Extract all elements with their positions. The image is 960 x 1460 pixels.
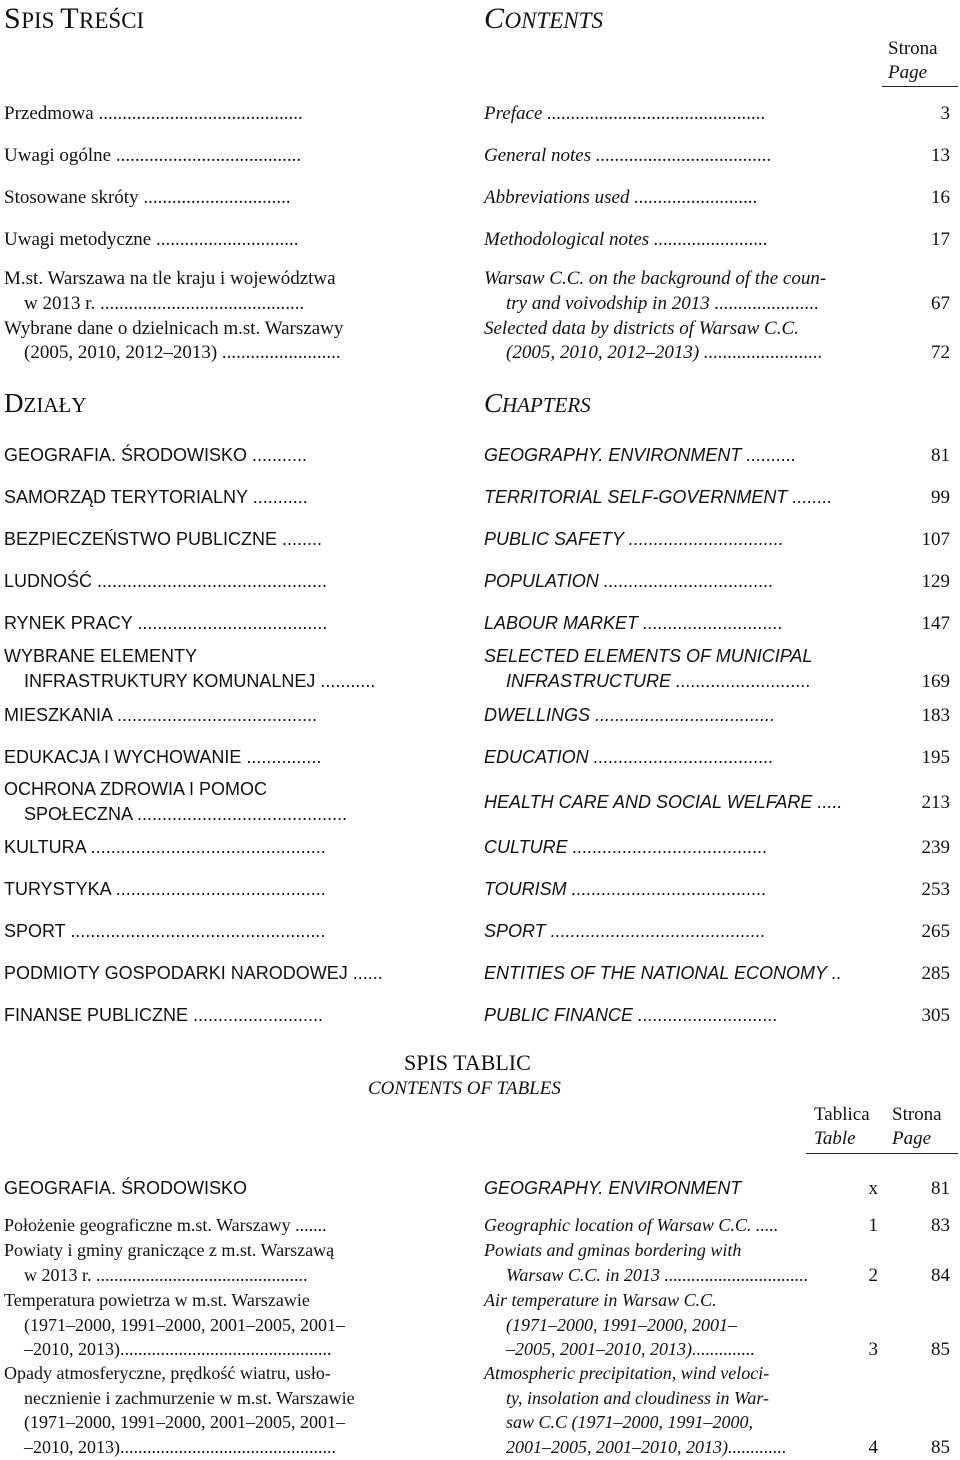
table-number: 2 <box>868 1264 878 1286</box>
chapter-page: 239 <box>921 837 950 858</box>
table-en-line: Geographic location of Warsaw C.C. ..... <box>484 1215 779 1235</box>
chapter-pl: FINANSE PUBLICZNE .......................... <box>4 1005 324 1025</box>
heading-pl-rest2: REŚCI <box>79 8 145 33</box>
chapter-en-line2: INFRASTRUCTURE ........................... <box>506 671 812 691</box>
toc-pl: Uwagi ogólne ....................................... <box>4 145 302 166</box>
chapter-page: 265 <box>921 921 950 942</box>
table-number: 1 <box>868 1215 878 1236</box>
page-col-label-en: Page <box>888 62 928 83</box>
page-col-underline <box>882 86 958 87</box>
tables-col-underline <box>806 1153 958 1154</box>
table-en-line: saw C.C (1971–2000, 1991–2000, <box>506 1412 754 1432</box>
heading-pl-cap2: T <box>60 2 80 35</box>
chapter-en: POPULATION .................................. <box>484 571 774 591</box>
table-page: 85 <box>931 1339 950 1360</box>
chapter-page: 169 <box>921 671 950 692</box>
heading-pl-cap: S <box>4 2 22 35</box>
special-page: 72 <box>931 342 950 363</box>
special-pl-line1: M.st. Warszawa na tle kraju i województwa <box>4 268 336 289</box>
special-pl-line2: (2005, 2010, 2012–2013) ......................... <box>24 342 341 363</box>
table-page: 84 <box>931 1264 950 1286</box>
chapters-heading-pl-rest: ZIAŁY <box>23 393 87 417</box>
chapter-pl: PODMIOTY GOSPODARKI NARODOWEJ ...... <box>4 963 383 983</box>
chapter-pl: LUDNOŚĆ .............................................. <box>4 571 328 591</box>
heading-en-rest: ONTENTS <box>504 8 603 33</box>
toc-en: Methodological notes ........................ <box>484 229 768 250</box>
chapter-pl-line1: WYBRANE ELEMENTY <box>4 646 198 666</box>
table-pl-line: –2010, 2013)................................................ <box>24 1436 336 1457</box>
table-en-line: Warsaw C.C. in 2013 ................................ <box>506 1264 809 1285</box>
chapter-en: EDUCATION .................................... <box>484 747 774 767</box>
chapter-pl: KULTURA ............................................... <box>4 837 326 857</box>
table-pl-line: (1971–2000, 1991–2000, 2001–2005, 2001– <box>24 1412 345 1432</box>
table-number: 3 <box>868 1339 878 1360</box>
page-col-label2-pl: Strona <box>892 1104 942 1125</box>
special-pl-line1: Wybrane dane o dzielnicach m.st. Warszawy <box>4 318 344 339</box>
chapter-page: 305 <box>921 1005 950 1026</box>
chapter-en: DWELLINGS .................................... <box>484 705 776 725</box>
chapters-heading-pl <box>4 388 86 419</box>
table-col-label-pl: Tablica <box>814 1104 870 1125</box>
special-pl-line2: w 2013 r. ........................................... <box>24 293 305 314</box>
chapter-pl-line2: SPOŁECZNA .......................................... <box>24 804 348 824</box>
table-col-label-en: Table <box>814 1128 856 1149</box>
chapter-pl: TURYSTYKA .......................................... <box>4 879 326 899</box>
chapter-en: TERRITORIAL SELF-GOVERNMENT ........ <box>484 487 833 507</box>
chapter-page: 213 <box>921 792 950 813</box>
chapter-pl: EDUKACJA I WYCHOWANIE ............... <box>4 747 322 767</box>
toc-en: Preface .............................................. <box>484 103 766 124</box>
chapter-page: 81 <box>931 445 950 466</box>
chapter-page: 99 <box>931 487 950 508</box>
table-page: 85 <box>931 1436 950 1458</box>
toc-page: 17 <box>931 229 950 250</box>
page-col-label2-en: Page <box>892 1128 932 1149</box>
tables-section-pl: GEOGRAFIA. ŚRODOWISKO <box>4 1178 248 1198</box>
toc-en: Abbreviations used .......................... <box>484 187 758 208</box>
chapters-heading-en-cap: C <box>484 388 503 418</box>
heading-pl <box>4 2 144 36</box>
table-en-line: –2005, 2001–2010, 2013).............. <box>506 1339 755 1359</box>
chapter-pl: RYNEK PRACY ...................................... <box>4 613 328 633</box>
chapter-en: GEOGRAPHY. ENVIRONMENT .......... <box>484 445 797 465</box>
toc-en: General notes ..................................... <box>484 145 772 166</box>
tables-heading-en: CONTENTS OF TABLES <box>368 1078 561 1099</box>
table-pl-line: (1971–2000, 1991–2000, 2001–2005, 2001– <box>24 1314 345 1335</box>
chapter-page: 183 <box>921 705 950 726</box>
chapter-pl: SAMORZĄD TERYTORIALNY ........... <box>4 487 308 507</box>
toc-page: 16 <box>931 187 950 208</box>
chapter-en: LABOUR MARKET ............................ <box>484 613 784 633</box>
tables-section-page: 81 <box>931 1178 950 1199</box>
table-page: 83 <box>931 1215 950 1236</box>
table-en-line: ty, insolation and cloudiness in War- <box>506 1387 769 1408</box>
chapter-pl: GEOGRAFIA. ŚRODOWISKO ........... <box>4 445 308 465</box>
chapter-en: PUBLIC FINANCE ............................ <box>484 1005 779 1025</box>
chapter-en: PUBLIC SAFETY ............................... <box>484 529 784 549</box>
chapter-pl: MIESZKANIA ........................................ <box>4 705 318 725</box>
chapter-en: SPORT ........................................... <box>484 921 766 941</box>
special-en-line2: (2005, 2010, 2012–2013) ......................... <box>506 342 823 363</box>
toc-page: 13 <box>931 145 950 166</box>
toc-pl: Stosowane skróty ............................... <box>4 187 291 208</box>
table-en-line: Atmospheric precipitation, wind veloci- <box>484 1363 770 1383</box>
toc-pl: Uwagi metodyczne .............................. <box>4 229 299 250</box>
toc-pl: Przedmowa ........................................... <box>4 103 303 124</box>
chapter-page: 147 <box>921 613 950 634</box>
table-en-line: Powiats and gminas bordering with <box>484 1240 742 1260</box>
chapter-en: HEALTH CARE AND SOCIAL WELFARE ..... <box>484 792 843 812</box>
table-pl-line: –2010, 2013)............................................... <box>24 1339 332 1359</box>
chapter-en-line1: SELECTED ELEMENTS OF MUNICIPAL <box>484 646 813 666</box>
tables-heading-pl: SPIS TABLIC <box>404 1050 531 1075</box>
chapters-heading-en-rest: HAPTERS <box>502 393 591 417</box>
special-en-line2: try and voivodship in 2013 ...................... <box>506 293 819 314</box>
tables-section-table: x <box>868 1178 878 1199</box>
chapters-heading-pl-cap: D <box>4 388 24 418</box>
chapter-en: TOURISM ....................................... <box>484 879 767 899</box>
table-en-line: 2001–2005, 2001–2010, 2013)............. <box>506 1436 787 1457</box>
chapter-pl: BEZPIECZEŃSTWO PUBLICZNE ........ <box>4 529 323 549</box>
chapters-heading-en <box>484 388 591 419</box>
heading-en <box>484 2 603 36</box>
chapter-pl: SPORT ................................................... <box>4 921 326 941</box>
chapter-page: 195 <box>921 747 950 768</box>
chapter-page: 253 <box>921 879 950 900</box>
special-en-line1: Warsaw C.C. on the background of the coun- <box>484 268 827 289</box>
page-col-label-pl: Strona <box>888 38 938 59</box>
table-pl-line: w 2013 r. ............................................... <box>24 1264 308 1285</box>
chapter-pl-line1: OCHRONA ZDROWIA I POMOC <box>4 779 268 799</box>
table-pl-line: Opady atmosferyczne, prędkość wiatru, usło- <box>4 1363 331 1383</box>
heading-pl-rest: PIS <box>21 8 61 33</box>
table-number: 4 <box>868 1436 878 1458</box>
tables-section-en: GEOGRAPHY. ENVIRONMENT <box>484 1178 742 1198</box>
chapter-page: 285 <box>921 963 950 984</box>
table-pl-line: Powiaty i gminy graniczące z m.st. Warszawą <box>4 1240 335 1260</box>
heading-en-cap: C <box>484 2 505 35</box>
table-en-line: (1971–2000, 1991–2000, 2001– <box>506 1314 737 1335</box>
chapter-page: 129 <box>921 571 950 592</box>
chapter-en: CULTURE ....................................... <box>484 837 768 857</box>
chapter-en: ENTITIES OF THE NATIONAL ECONOMY .. <box>484 963 842 983</box>
table-pl-line: Temperatura powietrza w m.st. Warszawie <box>4 1290 310 1310</box>
chapter-page: 107 <box>921 529 950 550</box>
toc-page: 3 <box>940 103 950 124</box>
table-en-line: Air temperature in Warsaw C.C. <box>484 1290 717 1310</box>
table-pl-line: Położenie geograficzne m.st. Warszawy ....... <box>4 1215 327 1235</box>
chapter-pl-line2: INFRASTRUKTURY KOMUNALNEJ ........... <box>24 671 376 691</box>
special-page: 67 <box>931 293 950 314</box>
table-pl-line: necznienie i zachmurzenie w m.st. Warszawie <box>24 1387 355 1408</box>
special-en-line1: Selected data by districts of Warsaw C.C. <box>484 318 799 339</box>
